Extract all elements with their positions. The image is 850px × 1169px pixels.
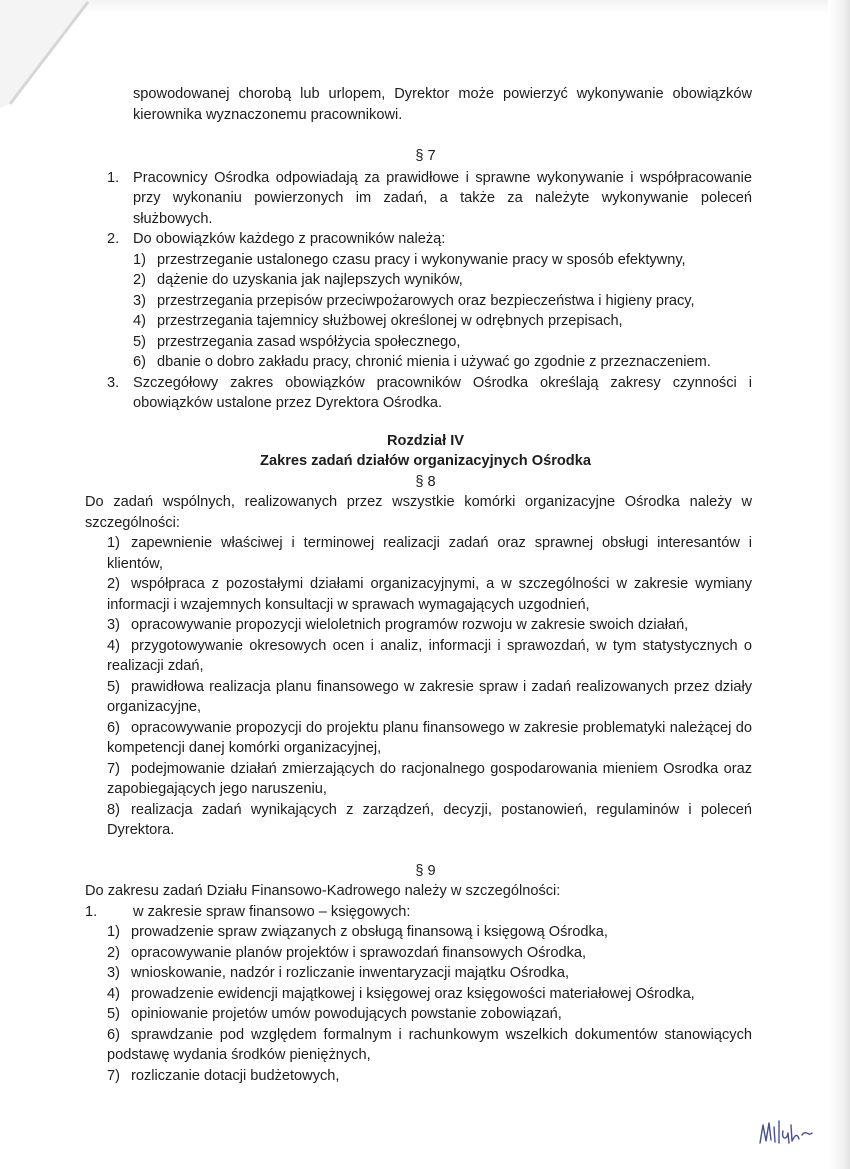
list-item [85,922,752,943]
list-item [85,291,752,312]
list-item-number: 2) [107,576,120,592]
list-item [85,963,752,984]
section-9-heading: § 9 [415,862,436,879]
list-item-text: przestrzegania tajemnicy służbowej określonej w odrębnych przepisach, [157,313,623,329]
list-item-text: współpraca z pozostałymi działami organizacyjnymi, a w szczególności w zakresie wymiany informacji i wzajemnych konsultacji w sprawach wymagających uzgodnień, [107,576,752,613]
list-item-text: prowadzenie ewidencji majątkowej i księgowej oraz księgowości materiałowej Ośrodka, [131,985,695,1002]
list-item-number: 2) [133,272,146,288]
section-9-point-1 [85,902,752,923]
list-item-text: realizacja zadań wynikających z zarządzeń, decyzji, postanowień, regulaminów i poleceń Dyrektora. [107,801,752,838]
list-item-text: dążenie do uzyskania jak najlepszych wyników, [157,272,463,288]
point-text: Szczegółowy zakres obowiązków pracowników Ośrodka określają zakresy czynności i obowiązków ustalone przez Dyrektora Ośrodka. [133,374,752,411]
list-item-text: przestrzegania przepisów przeciwpożarowych oraz bezpieczeństwa i higieny pracy, [157,292,695,309]
list-item [85,574,752,615]
section-8-intro: Do zadań wspólnych, realizowanych przez wszystkie komórki organizacyjne Ośrodka należy w szczególności: [85,494,752,531]
list-item-text: opracowywanie propozycji do projektu planu finansowego w zakresie problematyki należącej do kompetencji danej komórki organizacyjnej, [107,719,752,756]
list-item-number: 5) [133,333,146,350]
section-7-heading: § 7 [415,148,436,164]
point-number: 3. [107,374,120,391]
list-item-text: wnioskowanie, nadzór i rozliczanie inwentaryzacji majątku Ośrodka, [131,965,570,981]
point-number: 1. [107,169,120,186]
list-item-text: opracowywanie propozycji wieloletnich programów rozwoju w zakresie swoich działań, [131,617,689,633]
list-item-number: 7) [107,760,120,777]
point-number: 1. [85,903,98,920]
list-item-text: prowadzenie spraw związanych z obsługą finansową i księgową Ośrodka, [131,924,608,940]
list-item-number: 5) [107,678,120,695]
section-7-point-1 [85,168,752,230]
list-item-number: 4) [107,985,120,1002]
list-item-number: 7) [107,1067,120,1084]
section-9-intro: Do zakresu zadań Działu Finansowo-Kadrowego należy w szczególności: [85,883,561,899]
list-item-number: 8) [107,801,120,818]
list-item [85,1004,752,1025]
point-text: Pracownicy Ośrodka odpowiadają za prawidłowe i sprawne wykonywanie i współpracowanie przy wykonaniu powierzonych im zadań, a także za należyte wykonywanie poleceń służbowych. [133,169,752,227]
list-item [85,311,752,332]
list-item [85,1025,752,1066]
section-8-task-list [85,533,752,841]
point-text: Do obowiązków każdego z pracowników należą: [133,231,446,247]
point-text: w zakresie spraw finansowo – księgowych: [133,903,411,920]
list-item-number: 6) [133,354,146,370]
list-item-number: 2) [107,944,120,961]
section-7-point-3 [85,373,752,414]
list-item [85,718,752,759]
list-item-text: prawidłowa realizacja planu finansowego w zakresie spraw i zadań realizowanych przez działy organizacyjne, [107,678,752,715]
list-item [85,984,752,1005]
list-item-number: 6) [107,719,120,736]
list-item-number: 4) [133,313,146,329]
document-page [85,84,752,1086]
list-item-number: 3) [107,965,120,981]
list-item [85,1066,752,1087]
list-item [85,943,752,964]
list-item-number: 1) [107,535,120,551]
list-item [85,533,752,574]
list-item-text: przygotowywanie okresowych ocen i analiz, informacji i sprawozdań, w tym statystycznych o realizacji zdań, [107,637,752,674]
list-item [85,332,752,353]
list-item [85,250,752,271]
list-item [85,615,752,636]
scan-edge-top [0,0,850,14]
section-8-heading: § 8 [415,473,436,490]
list-item [85,677,752,718]
list-item [85,352,752,373]
list-item-number: 3) [107,617,120,633]
list-item-text: rozliczanie dotacji budżetowych, [131,1067,340,1084]
list-item-text: podejmowanie działań zmierzających do racjonalnego gospodarowania mieniem Osrodka oraz zapobiegających jego naruszeniu, [107,760,752,797]
list-item-number: 6) [107,1026,120,1043]
point-number: 2. [107,231,120,247]
chapter-title: Rozdział IV [386,432,465,449]
list-item-text: opracowywanie planów projektów i sprawozdań finansowych Ośrodka, [131,944,587,961]
section-9-task-list [85,922,752,1086]
chapter-subtitle: Zakres zadań działów organizacyjnych Ośrodka [260,453,591,469]
list-item [85,270,752,291]
list-item-number: 3) [133,292,146,309]
list-item [85,636,752,677]
list-item-text: zapewnienie właściwej i terminowej realizacji zadań oraz sprawnej obsługi interesantów i klientów, [107,535,752,572]
list-item-text: przestrzeganie ustalonego czasu pracy i wykonywanie pracy w sposób efektywny, [157,251,686,268]
handwritten-initials [757,1113,817,1153]
scan-edge-right [828,0,850,1169]
list-item-number: 1) [107,924,120,940]
list-item [85,759,752,800]
list-item-text: opiniowanie projetów umów powodujących powstanie zobowiązań, [131,1006,562,1022]
list-item-text: przestrzegania zasad współżycia społecznego, [157,333,461,350]
list-item-text: dbanie o dobro zakładu pracy, chronić mienia i używać go zgodnie z przeznaczeniem. [157,354,711,370]
section-7-point-2 [85,229,752,250]
list-item-number: 5) [107,1006,120,1022]
list-item-number: 4) [107,637,120,654]
list-item-text: sprawdzanie pod względem formalnym i rachunkowym wszelkich dokumentów stanowiących podstawę wydania środków pieniężnych, [107,1026,752,1063]
list-item [85,800,752,841]
intro-paragraph: spowodowanej chorobą lub urlopem, Dyrektor może powierzyć wykonywanie obowiązków kierownika wyznaczonemu pracownikowi. [133,86,752,123]
section-7-duty-list [85,250,752,373]
list-item-number: 1) [133,251,146,268]
